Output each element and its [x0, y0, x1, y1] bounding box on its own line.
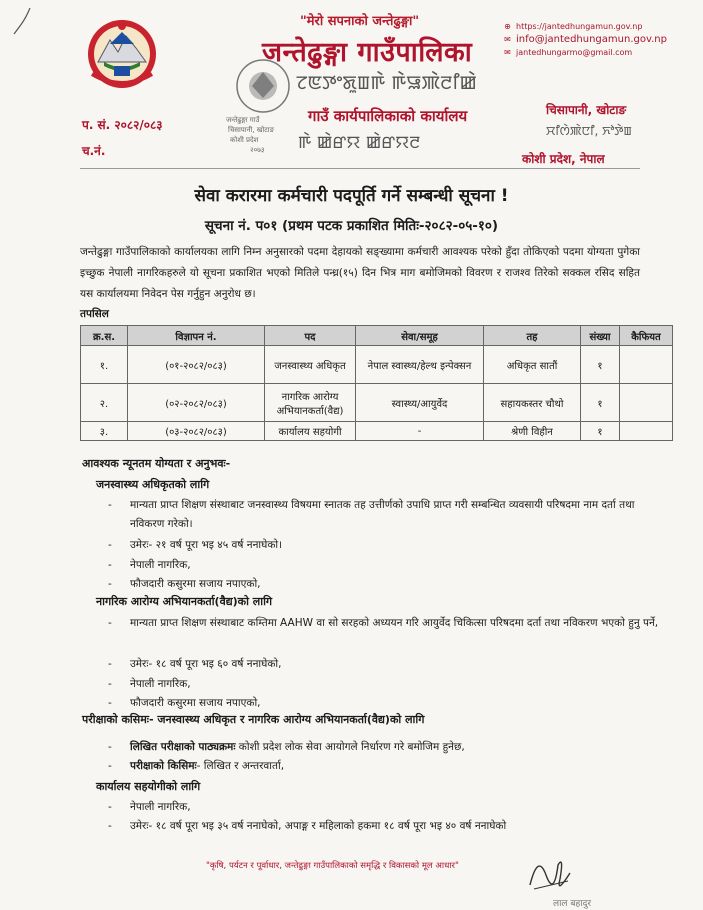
cell-level: श्रेणी विहीन — [484, 422, 581, 441]
address-script: ꯆꯤꯁꯥꯄꯥꯅꯤ, ꯈꯣꯇꯥꯡ — [546, 124, 632, 138]
pen-scribble — [10, 6, 34, 36]
col-post: पद — [265, 326, 356, 346]
cell-remarks — [620, 384, 673, 422]
svg-text:जन्तेढुङ्गा गाउँ: जन्तेढुङ्गा गाउँ — [226, 116, 260, 124]
cell-service: - — [356, 422, 484, 441]
list-item: - लिखित परीक्षाको पाठ्यक्रमः कोशी प्रदेश लोक सेवा आयोगले निर्धारण गरे बमोजिम हुनेछ, — [108, 741, 465, 753]
list-item: - मान्यता प्राप्त शिक्षण संस्थाबाट कम्तिमा AAHW वा सो सरहको अध्ययन गरि आयुर्वेद चिकित्सा परिषदमा दर्ता तथा नविकरण भएको हुनु पर्ने, — [108, 617, 659, 629]
table-row — [81, 384, 673, 422]
exam-title: परीक्षाको कसिमः- जनस्वास्थ्य अधिकृत र नागरिक आरोग्य अभियानकर्ता(वैद्य)को लागि — [82, 713, 425, 726]
section-title-office-helper: कार्यालय सहयोगीको लागि — [96, 780, 201, 793]
svg-text:२०७३: २०७३ — [250, 146, 265, 154]
list-item: - उमेरः- १८ वर्ष पूरा भइ ६० वर्ष ननाघेको, — [108, 658, 282, 670]
cell-ad-no: (०१-२०८२/०८३) — [128, 346, 265, 384]
exam-syllabus-label: लिखित परीक्षाको पाठ्यक्रमः — [130, 741, 236, 753]
list-item: - फौजदारी कसुरमा सजाय नपाएको, — [108, 578, 261, 590]
notice-intro: जन्तेढुङ्गा गाउँपालिकाको कार्यालयका लागि निम्न अनुसारको पदमा देहायको सङ्ख्यामा कर्मचारी आवश्यक परेको हुँदा तोकिएको पदमा योग्यता पुगेका इच्छुक नेपाली नागरिकहरुले यो सूचना प्रकाशित भएको मितिले पन्ध्र(१५) दिन भित्र माग बमोजिमको विवरण र राजश्व तिरेको सक्कल रसिद सहित यस कार्यालयमा निवेदन पेस गर्नुहुन अनुरोध छ। — [80, 246, 640, 300]
list-item: - उमेरः- १८ वर्ष पूरा भइ ३५ वर्ष ननाघेको, अपाङ्ग र महिलाको हकमा १८ वर्ष पूरा भइ ४० वर्ष ननाघेको — [108, 820, 507, 832]
cell-service: नेपाल स्वास्थ्य/हेल्थ इन्पेक्सन — [356, 346, 484, 384]
section-title-public-health: जनस्वास्थ्य अधिकृतको लागि — [96, 478, 210, 491]
contact-website — [503, 20, 667, 33]
office-name: जन्तेढुङ्गा गाउँपालिका — [262, 37, 473, 68]
email-icon: ✉ — [504, 35, 511, 44]
cell-serial: ३. — [81, 422, 128, 441]
email-alt-link[interactable]: jantedhungarmo@gmail.com — [516, 48, 633, 57]
cell-count: १ — [581, 384, 620, 422]
notice-subheading: सूचना नं. प०१ (प्रथम पटक प्रकाशित मितिः-२०८२-०५-१०) — [204, 218, 499, 234]
email-icon: ✉ — [504, 48, 511, 57]
cell-ad-no: (०२-२०८२/०८३) — [128, 384, 265, 422]
exam-type-text: - लिखित र अन्तरवार्ता, — [196, 760, 285, 772]
list-item: - फौजदारी कसुरमा सजाय नपाएको, — [108, 697, 261, 709]
col-remarks: कैफियत — [620, 326, 673, 346]
cell-count: १ — [581, 346, 620, 384]
cell-remarks — [620, 346, 673, 384]
table-header-row — [81, 326, 673, 346]
cell-post: नागरिक आरोग्य अभियानकर्ता(वैद्य) — [265, 384, 356, 422]
stamp-seal-icon — [222, 58, 304, 156]
list-item: - नेपाली नागरिक, — [108, 559, 191, 571]
list-item: - परीक्षाको किसिमः- लिखित र अन्तरवार्ता, — [108, 760, 285, 772]
reference-number: प. सं. २०८२/०८३ — [82, 118, 163, 132]
signatory-name: लाल बहादुर — [553, 899, 592, 909]
notice-heading: सेवा करारमा कर्मचारी पदपूर्ति गर्ने सम्बन्धी सूचना ! — [194, 186, 509, 206]
email-link[interactable]: info@jantedhungamun.gov.np — [516, 34, 667, 45]
col-ad-no: विज्ञापन नं. — [128, 326, 265, 346]
table-row — [81, 346, 673, 384]
requirements-title: आवश्यक न्यूनतम योग्यता र अनुभवः- — [82, 457, 231, 470]
list-item: - नेपाली नागरिक, — [108, 801, 191, 813]
section-title-ayurveda: नागरिक आरोग्य अभियानकर्ता(वैद्य)को लागि — [96, 595, 273, 608]
address-line2: कोशी प्रदेश, नेपाल — [522, 152, 605, 166]
contact-email — [503, 33, 667, 46]
svg-text:चिसापानी, खोटाङ: चिसापानी, खोटाङ — [228, 126, 275, 134]
globe-icon: ⊕ — [504, 22, 511, 31]
slogan: "मेरो सपनाको जन्तेढुङ्गा" — [300, 14, 420, 29]
cell-ad-no: (०३-२०८२/०८३) — [128, 422, 265, 441]
office-title-script: ꯒꯥ ꯀꯥꯔꯌ ꯀꯥꯔꯌꯂ — [298, 133, 421, 153]
header-divider — [80, 168, 640, 169]
col-service: सेवा/समूह — [356, 326, 484, 346]
exam-type-label: परीक्षाको किसिमः — [130, 760, 197, 772]
table-row — [81, 422, 673, 441]
cell-serial: १. — [81, 346, 128, 384]
col-serial: क्र.स. — [81, 326, 128, 346]
vacancy-table — [80, 325, 673, 441]
contact-block — [503, 20, 667, 59]
cell-post: कार्यालय सहयोगी — [265, 422, 356, 441]
cell-post: जनस्वास्थ्य अधिकृत — [265, 346, 356, 384]
list-item: - उमेरः- २१ वर्ष पूरा भइ ४५ वर्ष ननाघेको। — [108, 539, 283, 551]
list-item: - नेपाली नागरिक, — [108, 678, 191, 690]
svg-text:कोशी प्रदेश: कोशी प्रदेश — [230, 136, 259, 144]
cell-remarks — [620, 422, 673, 441]
office-stamp — [222, 58, 304, 156]
cell-service: स्वास्थ्य/आयुर्वेद — [356, 384, 484, 422]
col-count: संख्या — [581, 326, 620, 346]
cell-level: सहायकस्तर चौथो — [484, 384, 581, 422]
footer-motto: "कृषि, पर्यटन र पूर्वाधार, जन्तेढुङ्गा गाउँपालिकाको समृद्धि र विकासको मूल आधार" — [206, 861, 459, 871]
signature-icon — [520, 845, 580, 899]
cell-level: अधिकृत सातौं — [484, 346, 581, 384]
exam-syllabus-text: कोशी प्रदेश लोक सेवा आयोगले निर्धारण गरे बमोजिम हुनेछ, — [235, 741, 465, 753]
list-item: - मान्यता प्राप्त शिक्षण संस्थाबाट जनस्वास्थ्य विषयमा स्नातक तह उत्तीर्णको उपाधि प्राप्त गरी सम्बन्धित व्यवसायी परिषदमा नाम दर्ता तथा नविकरण गरेको। — [108, 499, 635, 530]
cell-count: १ — [581, 422, 620, 441]
schedule-label: तपसिल — [80, 308, 109, 320]
address-line1: चिसापानी, खोटाङ — [546, 103, 627, 117]
office-title: गाउँ कार्यपालिकाको कार्यालय — [308, 107, 468, 125]
col-level: तह — [484, 326, 581, 346]
website-link[interactable]: https://jantedhungamun.gov.np — [516, 22, 643, 31]
dispatch-number: च.नं. — [82, 144, 106, 158]
nepal-emblem-icon — [84, 14, 160, 92]
contact-email-alt — [503, 46, 667, 59]
cell-serial: २. — [81, 384, 128, 422]
office-name-script: ꯖꯟꯇꯦꯗꯨꯡꯒꯥ ꯒꯥꯎꯄꯥꯂꯤꯀꯥ — [296, 72, 477, 94]
